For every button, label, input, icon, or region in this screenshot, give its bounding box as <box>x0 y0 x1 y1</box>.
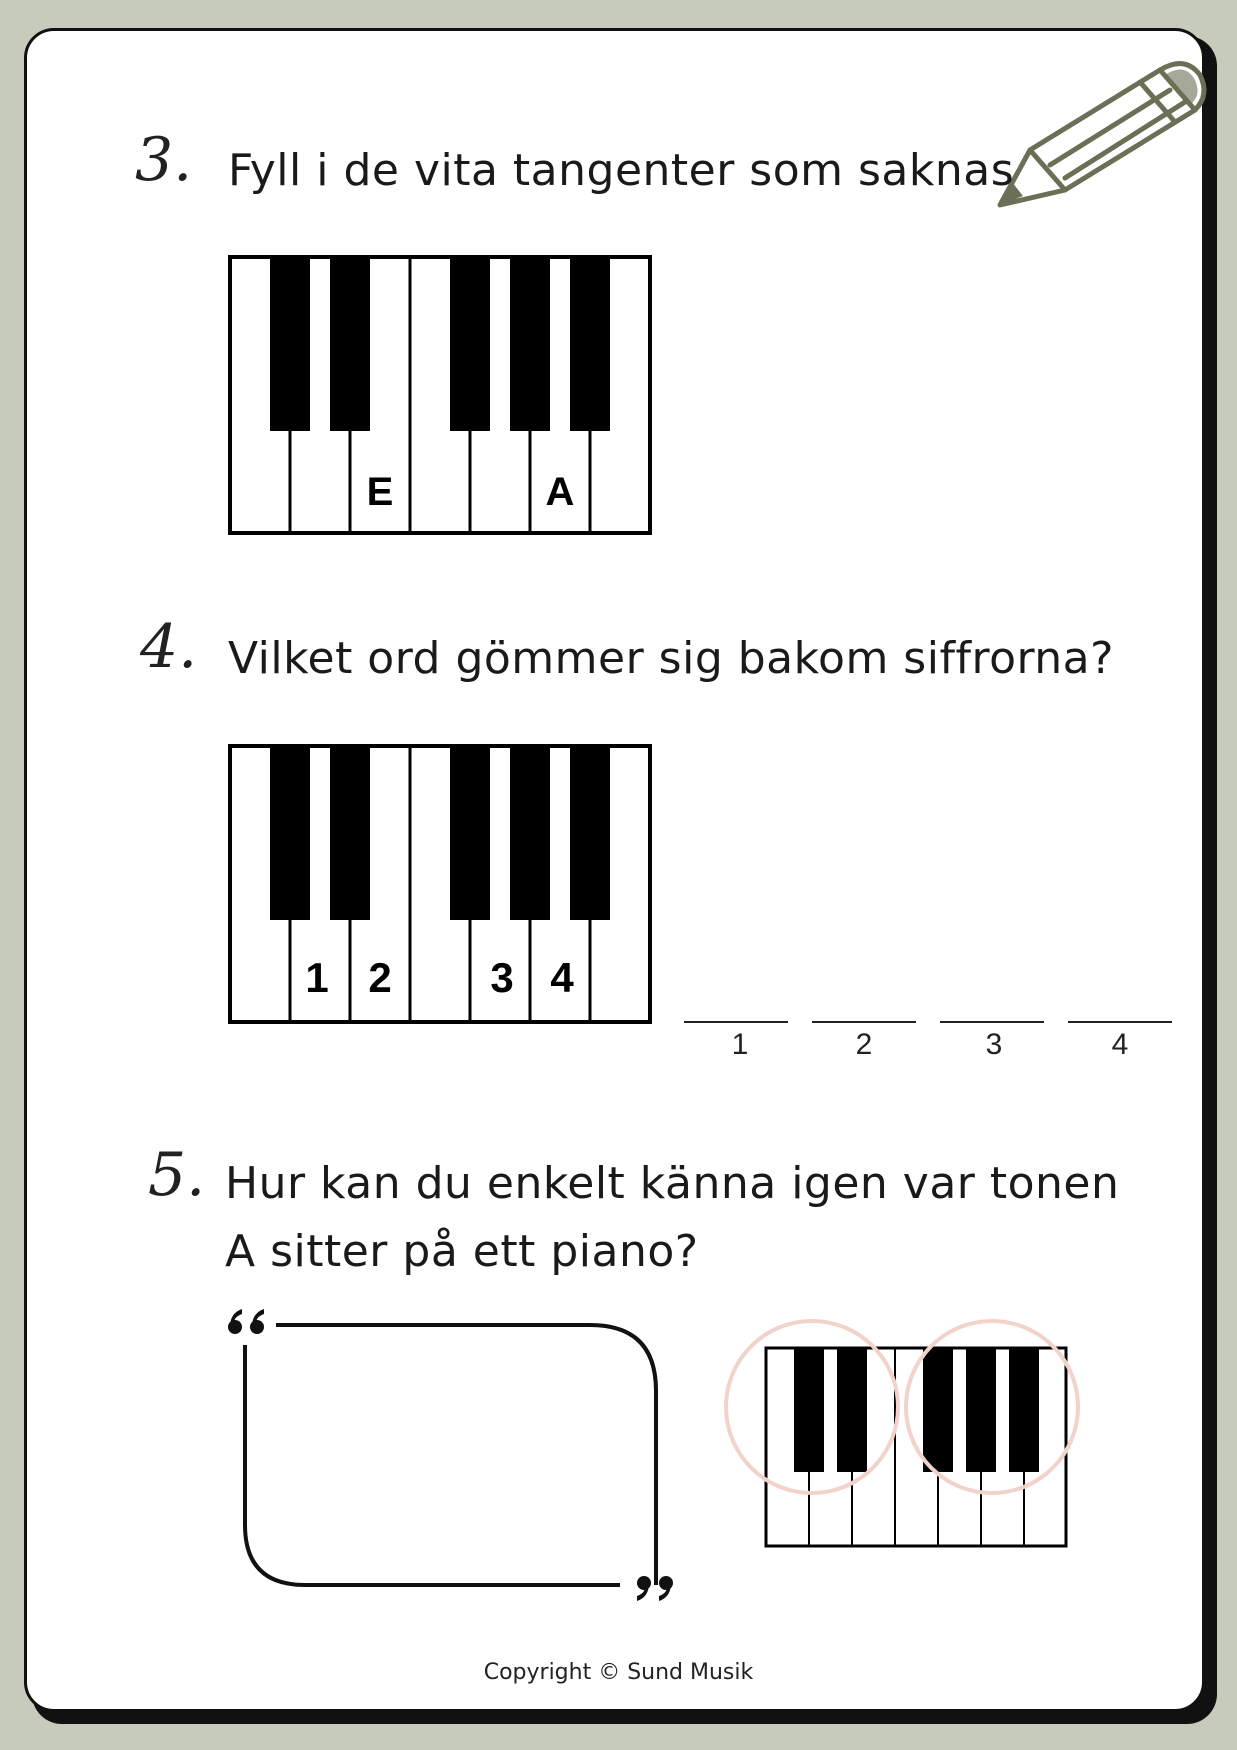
answer-slot-number: 3 <box>985 1028 1003 1061</box>
answer-line[interactable] <box>684 1021 788 1023</box>
answer-line[interactable] <box>1068 1021 1172 1023</box>
piano-keyboard-circled <box>720 1315 1090 1555</box>
piano-keyboard <box>228 255 652 535</box>
question-text: Vilket ord gömmer sig bakom siffrorna? <box>228 633 1115 684</box>
question-number: 5. <box>148 1140 206 1210</box>
pencil-icon <box>990 50 1220 220</box>
question-text: Hur kan du enkelt känna igen var tonen <box>225 1158 1120 1209</box>
key-label: E <box>366 470 394 514</box>
copyright-footer: Copyright © Sund Musik <box>483 1660 754 1685</box>
quote-open-icon <box>228 1309 264 1334</box>
key-label: 1 <box>305 954 329 1001</box>
question-number: 3. <box>135 125 193 195</box>
question-text: Fyll i de vita tangenter som saknas <box>228 145 1015 196</box>
answer-slot-number: 4 <box>1111 1028 1129 1061</box>
piano-keyboard <box>228 744 652 1024</box>
key-label: 2 <box>368 954 392 1001</box>
key-label: 3 <box>490 954 514 1001</box>
key-label: A <box>545 470 575 514</box>
answer-slot-number: 2 <box>855 1028 873 1061</box>
answer-slot-number: 1 <box>731 1028 749 1061</box>
key-label: 4 <box>550 954 574 1001</box>
question-number: 4. <box>140 612 198 682</box>
question-text: A sitter på ett piano? <box>225 1226 699 1277</box>
answer-box[interactable] <box>220 1305 680 1605</box>
answer-line[interactable] <box>812 1021 916 1023</box>
answer-line[interactable] <box>940 1021 1044 1023</box>
